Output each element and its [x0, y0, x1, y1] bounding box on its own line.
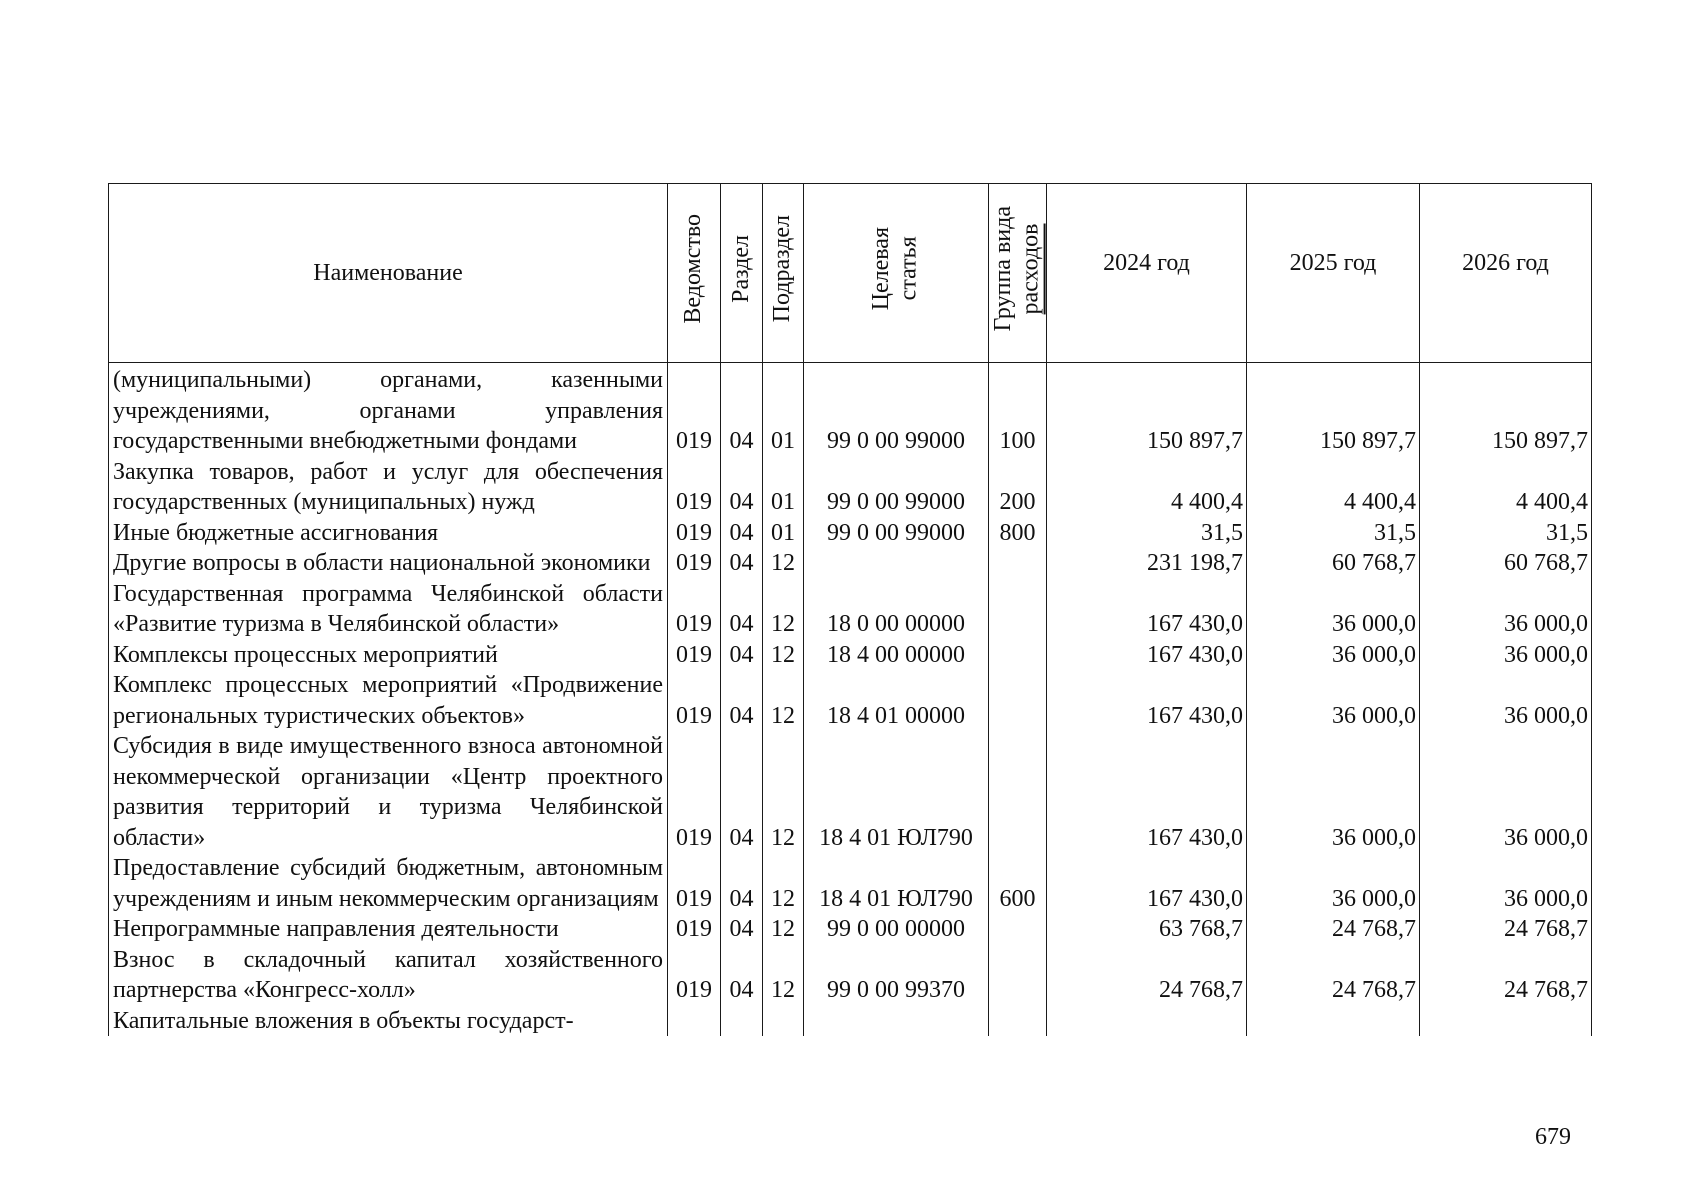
table-row [109, 914, 1592, 945]
table-row [109, 1006, 1592, 1037]
row-department: 019 [668, 518, 721, 549]
table-row [109, 670, 1592, 731]
row-department: 019 [668, 457, 721, 518]
row-amount-2024: 167 430,0 [1047, 853, 1247, 914]
header-year-2026: 2026 год [1420, 184, 1592, 363]
row-department [668, 1006, 721, 1037]
row-expense-group: 600 [989, 853, 1047, 914]
row-expense-group: 200 [989, 457, 1047, 518]
row-name: Капитальные вложения в объекты государст- [109, 1006, 668, 1037]
row-target-article: 18 4 00 00000 [804, 640, 989, 671]
row-subsection: 01 [763, 518, 804, 549]
row-amount-2026: 36 000,0 [1420, 731, 1592, 853]
row-expense-group [989, 640, 1047, 671]
row-name: Предоставление субсидий бюджетным, автономным учреждениям и иным некоммерческим организациям [109, 853, 668, 914]
row-section [721, 1006, 763, 1037]
row-section: 04 [721, 363, 763, 457]
table-row [109, 945, 1592, 1006]
header-year-2025: 2025 год [1247, 184, 1420, 363]
row-department: 019 [668, 363, 721, 457]
row-section: 04 [721, 640, 763, 671]
row-target-article [804, 548, 989, 579]
header-section: Раздел [721, 184, 763, 363]
row-amount-2025: 36 000,0 [1247, 579, 1420, 640]
row-amount-2025: 36 000,0 [1247, 731, 1420, 853]
header-group-line1: Группа вида [989, 206, 1016, 332]
row-amount-2024: 24 768,7 [1047, 945, 1247, 1006]
row-expense-group [989, 945, 1047, 1006]
row-amount-2024 [1047, 1006, 1247, 1037]
row-department: 019 [668, 914, 721, 945]
row-department: 019 [668, 579, 721, 640]
row-target-article: 99 0 00 00000 [804, 914, 989, 945]
row-target-article: 18 4 01 ЮЛ790 [804, 731, 989, 853]
row-expense-group [989, 914, 1047, 945]
row-subsection: 12 [763, 914, 804, 945]
row-subsection: 01 [763, 363, 804, 457]
row-department: 019 [668, 731, 721, 853]
header-name: Наименование [109, 184, 668, 363]
header-department: Ведомство [668, 184, 721, 363]
row-name: Закупка товаров, работ и услуг для обеспечения государственных (муниципальных) нужд [109, 457, 668, 518]
row-name: Непрограммные направления деятельности [109, 914, 668, 945]
row-section: 04 [721, 853, 763, 914]
row-department: 019 [668, 670, 721, 731]
row-amount-2026: 36 000,0 [1420, 579, 1592, 640]
row-amount-2026 [1420, 1006, 1592, 1037]
row-amount-2026: 60 768,7 [1420, 548, 1592, 579]
row-subsection: 12 [763, 731, 804, 853]
row-amount-2025: 36 000,0 [1247, 640, 1420, 671]
budget-table [108, 183, 1592, 1036]
row-amount-2024: 63 768,7 [1047, 914, 1247, 945]
row-name: Комплекс процессных мероприятий «Продвижение региональных туристических объектов» [109, 670, 668, 731]
row-amount-2026: 31,5 [1420, 518, 1592, 549]
row-amount-2026: 24 768,7 [1420, 945, 1592, 1006]
table-row [109, 640, 1592, 671]
row-amount-2026: 24 768,7 [1420, 914, 1592, 945]
row-section: 04 [721, 579, 763, 640]
row-section: 04 [721, 457, 763, 518]
page-number: 679 [1535, 1124, 1571, 1150]
row-department: 019 [668, 945, 721, 1006]
row-subsection: 12 [763, 945, 804, 1006]
row-expense-group: 800 [989, 518, 1047, 549]
row-target-article: 99 0 00 99000 [804, 457, 989, 518]
header-subsection: Подраздел [763, 184, 804, 363]
row-amount-2025: 31,5 [1247, 518, 1420, 549]
table-row [109, 457, 1592, 518]
row-expense-group [989, 1006, 1047, 1037]
row-amount-2025: 150 897,7 [1247, 363, 1420, 457]
row-amount-2026: 36 000,0 [1420, 640, 1592, 671]
row-expense-group [989, 548, 1047, 579]
table-row [109, 518, 1592, 549]
table-row [109, 363, 1592, 457]
row-name: Другие вопросы в области национальной экономики [109, 548, 668, 579]
table-row [109, 853, 1592, 914]
row-amount-2025: 36 000,0 [1247, 670, 1420, 731]
row-subsection: 12 [763, 670, 804, 731]
row-department: 019 [668, 548, 721, 579]
row-name: (муниципальными) органами, казенными учреждениями, органами управления государственными внебюджетными фондами [109, 363, 668, 457]
row-subsection: 12 [763, 579, 804, 640]
row-amount-2024: 4 400,4 [1047, 457, 1247, 518]
row-subsection [763, 1006, 804, 1037]
row-department: 019 [668, 640, 721, 671]
row-target-article: 99 0 00 99370 [804, 945, 989, 1006]
row-amount-2024: 167 430,0 [1047, 670, 1247, 731]
row-subsection: 12 [763, 548, 804, 579]
row-subsection: 12 [763, 853, 804, 914]
table-row [109, 579, 1592, 640]
header-target-article [804, 184, 989, 363]
row-name: Комплексы процессных мероприятий [109, 640, 668, 671]
row-amount-2024: 167 430,0 [1047, 640, 1247, 671]
row-section: 04 [721, 670, 763, 731]
row-expense-group [989, 731, 1047, 853]
row-section: 04 [721, 731, 763, 853]
row-expense-group [989, 579, 1047, 640]
header-expense-group [989, 184, 1047, 363]
row-amount-2025: 60 768,7 [1247, 548, 1420, 579]
row-amount-2024: 31,5 [1047, 518, 1247, 549]
row-target-article: 18 4 01 ЮЛ790 [804, 853, 989, 914]
header-group-line2: расходов [1017, 223, 1044, 315]
row-target-article: 99 0 00 99000 [804, 518, 989, 549]
row-amount-2026: 36 000,0 [1420, 853, 1592, 914]
table-header-row [109, 184, 1592, 363]
header-year-2024: 2024 год [1047, 184, 1247, 363]
row-section: 04 [721, 914, 763, 945]
row-name: Взнос в складочный капитал хозяйственного партнерства «Конгресс-холл» [109, 945, 668, 1006]
row-amount-2024: 167 430,0 [1047, 579, 1247, 640]
table-row [109, 731, 1592, 853]
row-amount-2026: 36 000,0 [1420, 670, 1592, 731]
row-target-article [804, 1006, 989, 1037]
row-name: Иные бюджетные ассигнования [109, 518, 668, 549]
row-amount-2025: 24 768,7 [1247, 914, 1420, 945]
row-subsection: 12 [763, 640, 804, 671]
row-expense-group [989, 670, 1047, 731]
row-amount-2025 [1247, 1006, 1420, 1037]
row-expense-group: 100 [989, 363, 1047, 457]
row-amount-2024: 231 198,7 [1047, 548, 1247, 579]
table-row [109, 548, 1592, 579]
row-amount-2024: 167 430,0 [1047, 731, 1247, 853]
header-target-line2: статья [896, 236, 922, 301]
row-amount-2026: 150 897,7 [1420, 363, 1592, 457]
row-section: 04 [721, 518, 763, 549]
row-name: Субсидия в виде имущественного взноса автономной некоммерческой организации «Центр проектного развития территорий и туризма Челябинской области» [109, 731, 668, 853]
row-department: 019 [668, 853, 721, 914]
row-target-article: 18 0 00 00000 [804, 579, 989, 640]
row-amount-2026: 4 400,4 [1420, 457, 1592, 518]
row-section: 04 [721, 548, 763, 579]
row-amount-2025: 36 000,0 [1247, 853, 1420, 914]
row-target-article: 18 4 01 00000 [804, 670, 989, 731]
header-target-line1: Целевая [868, 227, 895, 311]
row-amount-2024: 150 897,7 [1047, 363, 1247, 457]
row-amount-2025: 24 768,7 [1247, 945, 1420, 1006]
row-amount-2025: 4 400,4 [1247, 457, 1420, 518]
row-subsection: 01 [763, 457, 804, 518]
row-target-article: 99 0 00 99000 [804, 363, 989, 457]
row-section: 04 [721, 945, 763, 1006]
row-name: Государственная программа Челябинской области «Развитие туризма в Челябинской области» [109, 579, 668, 640]
